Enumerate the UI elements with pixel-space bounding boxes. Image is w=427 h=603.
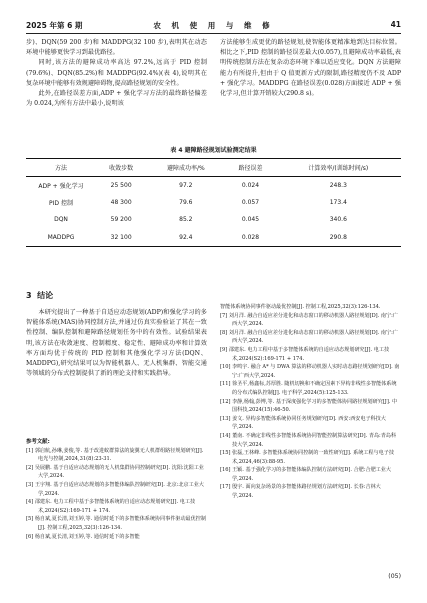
header-divider (26, 33, 401, 34)
reference-item: [8] 刘月洋. 融合自适应差分进化和动态窗口的移动机器人路径规划[D]. 南宁:广西大学,2024. (220, 329, 398, 345)
table-cell: 248.3 (329, 181, 347, 189)
references-left (26, 438, 207, 588)
header-cell: 路径误差 (238, 164, 263, 172)
paragraph: 方法能够生成更优的路径规划,使智能体更精准地到达目标位置。相比之下,PID 控制的路径误差最大(0.057),且避障成功率最低,表明传统控制方法在复杂动态环境下难以适应变化。DQN 方法避障能力有所提升,但由于 Q 值更新方式的限制,路径精度仍不及 ADP + 强化学习。MADDPG 在路径误差(0.028)方面接近 ADP + 强化学习,但计算开销较大(290.8 s)。 (220, 39, 401, 98)
table-cell: 0.045 (241, 216, 260, 224)
table-cell: 340.6 (329, 216, 347, 224)
table-cell: 0.024 (241, 181, 260, 189)
reference-item: [12] 李静,杨翰,彭博,等. 基于深度强化学习的多智能体协同路径规划研究[J]. 中国科技,2024(15):46-50. (220, 398, 398, 414)
reference-item: [1] 郭启航,孙琳,姜俊,等. 基于改进蚁群算法的旋翼无人机群组路径规划研究[J]. 电光与控制,2024,31(8):23-31. (26, 447, 204, 463)
header-cell: 方法 (54, 164, 67, 172)
reference-item: [2] 吴展鹏. 基于自适应动态规划的无人机集群协同控制研究[D]. 沈阳:沈阳工业大学,2024. (26, 464, 204, 480)
reference-item: [15] 张磊,王林峰. 多智能体系统协同控制的一致性研究[J]. 系统工程与电子技术,2024,46(3):88-95. (220, 450, 394, 465)
reference-item: [9] 邵建东. 电力工程中基于多智能体系统的自适应动态规划研究[J]. 电工技术,2024(S2):169-171 + 174. (220, 346, 390, 362)
table-header-row (26, 159, 401, 177)
header-cell: 计算效率/(训练时间/s) (308, 164, 369, 172)
table-cell: 0.057 (241, 198, 260, 206)
table-cell: MADDPG (47, 233, 75, 241)
reference-item: [13] 姜文. 异构多智能体系统协同任务规划研究[D]. 西安:西安电子科技大学,2024. (220, 415, 386, 431)
table-cell: 32 100 (110, 233, 132, 241)
references-right (220, 303, 401, 573)
table-cell: ADP + 强化学习 (38, 182, 84, 190)
header-cell: 避障成功率/% (166, 164, 205, 172)
section-heading (26, 290, 53, 301)
table-cell: 0.028 (241, 233, 260, 241)
table-cell: 290.8 (329, 233, 347, 241)
results-table (26, 158, 401, 247)
table-row (26, 211, 401, 229)
table-cell: 59 200 (110, 216, 132, 224)
table-cell: 25 500 (110, 181, 132, 189)
section-title: 结论 (37, 291, 54, 300)
table-row (26, 229, 401, 247)
reference-item: [7] 刘月洋. 融合自适应差分进化和动态窗口的移动机器人路径规划[D]. 南宁:广西大学,2024. (220, 312, 398, 328)
table-cell: 85.2 (179, 216, 193, 224)
reference-item: 智能体系统协同事件驱动最优控制[J]. 控制工程,2025,32(3):126-134. (220, 304, 381, 310)
references-heading: 参考文献: (26, 439, 50, 445)
table-cell: 79.6 (179, 198, 193, 206)
body-column-right-top (220, 38, 401, 138)
table-cell: PID 控制 (49, 199, 73, 207)
conclusion-text (26, 308, 207, 438)
reference-item: [16] 王颖. 基于强化学习的多智能体编队控制方法研究[D]. 合肥:合肥工业大学,2024. (220, 467, 391, 482)
paragraph: 此外,在路径误差方面,ADP + 强化学习方法的最终路径偏差为 0.024,为所有方法中最小,说明该 (26, 90, 207, 108)
paragraph: 本研究提出了一种基于自适应动态规划(ADP)和强化学习的多智能体系统(MAS)协同控制方法,并通过仿真实验验证了其在一致性控制、编队控制和避障路径规划任务中的有效性。试验结果表明,该方法在收敛速度、控制精度、稳定性、避障成功率和计算效率方面均优于传统的 PID 控制和其他强化学习方法(DQN、MADDPG),研究结果可以为智能机器人、无人机集群、智能交通等领域的分布式控制提供了新的理论支持和实践指导。 (26, 309, 207, 378)
journal-title: 农 机 使 用 与 维 修 (153, 21, 274, 30)
reference-item: [5] 杨自斌,夏长清,刘玉婷,等. 通信时延下的多智能体系统协同事件驱动最优控制[J]. 控制工程,2025,32(3):126-134. (26, 516, 206, 531)
reference-item: [11] 徐圣平,杨鑫标,苏厚胜. 随机切换和不确定因素下异构非线性多智能体系统的分布式编队控制[J]. 电子科学,2024(5):125-133. (220, 381, 397, 396)
paragraph: 同时,该方法的避障成功率高达 97.2%,远高于 PID 控制(79.6%)、DQN(85.2%)和 MADDPG(92.4%)(表 4),说明其在复杂环境中能够有效规避障碍物,提高路径规划的安全性。 (26, 59, 207, 87)
table-cell: 173.4 (329, 198, 347, 206)
section-number: 3 (26, 291, 32, 300)
body-column-left-top (26, 38, 207, 138)
paragraph: 步)、DQN(59 200 步)和 MADDPG(32 100 步),表明其在动态环境中能够更快学习到最优路径。 (26, 39, 207, 57)
table-cell: 97.2 (179, 181, 193, 189)
table-caption: 表 4 避障路径规划试验测定结果 (170, 147, 257, 154)
reference-item: [3] 王宇翔. 基于自适应动态规划的多智能体编队控制研究[D]. 北京:北京工业大学,2024. (26, 481, 204, 497)
reference-item: [17] 殷宇. 面向复杂场景的多智能体路径规划方法研究[D]. 长春:吉林大学,2024. (220, 484, 381, 500)
page-code: (05) (388, 573, 401, 580)
issue-label: 2025 年第 6 期 (26, 21, 83, 30)
table-cell: DQN (54, 216, 68, 224)
reference-item: [10] 李鸣宇. 融合 A* 与 DWA 算法的移动机器人实时动态路径规划研究[D]. 南宁:广西大学,2024. (220, 364, 400, 379)
header-cell: 收敛步数 (109, 164, 134, 172)
reference-item: [6] 杨自斌,夏长清,刘玉婷,等. 通信时延下的多智能 (26, 533, 140, 540)
reference-item: [4] 邵建东. 电力工程中基于多智能体系统的自适应动态规划研究[J]. 电工技术,2024(S2):169-171 + 174. (26, 499, 196, 514)
table-row (26, 194, 401, 212)
table-cell: 48 300 (110, 198, 132, 206)
table-cell: 92.4 (179, 233, 193, 241)
table-row (26, 176, 401, 194)
page-number: 41 (390, 20, 401, 29)
reference-item: [14] 董南. 不确定非线性多智能体系统协同智能控制算法研究[D]. 青岛:青岛科技大学,2024. (220, 432, 397, 448)
page-header (26, 18, 401, 32)
